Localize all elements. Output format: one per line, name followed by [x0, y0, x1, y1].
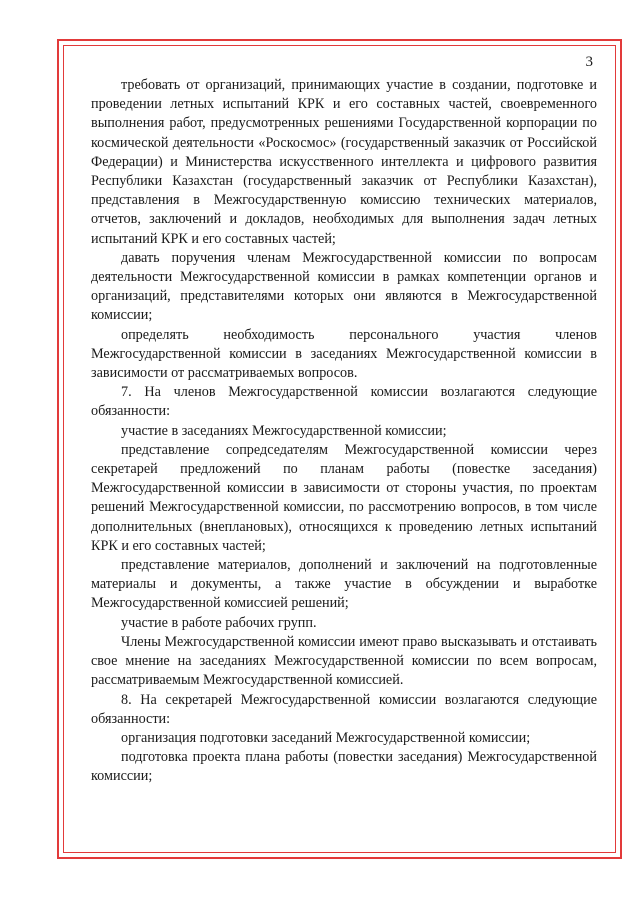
paragraph: давать поручения членам Межгосударственной комиссии по вопросам деятельности Межгосударственной комиссии в рамках компетенции органов и организаций, представителями которых они являются в Межгосударственной комиссии; [91, 249, 597, 324]
paragraph: 8. На секретарей Межгосударственной комиссии возлагаются следующие обязанности: [91, 691, 597, 727]
paragraph: представление материалов, дополнений и заключений на подготовленные материалы и документы, а также участие в обсуждении и выработке Межгосударственной комиссией решений; [91, 557, 597, 612]
paragraph: 7. На членов Межгосударственной комиссии возлагаются следующие обязанности: [91, 384, 597, 420]
paragraph: требовать от организаций, принимающих участие в создании, подготовке и проведении летных испытаний КРК и его составных частей, своевременного выполнения работ, предусмотренных решениями Государственной корпорации по космической деятельности «Роскосмос» (государственный заказчик от Российской Федерации) и Министерства искусственного интеллекта и цифрового развития Республики Казахстан (государственный заказчик от Республики Казахстан), представления в Межгосударственную комиссию технических материалов, отчетов, заключений и докладов, необходимых для выполнения задач летных испытаний КРК и его составных частей; [91, 77, 597, 247]
document-body [91, 76, 597, 787]
paragraph: организация подготовки заседаний Межгосударственной комиссии; [121, 729, 531, 746]
paragraph: участие в работе рабочих групп. [121, 614, 317, 631]
paragraph: представление сопредседателям Межгосударственной комиссии через секретарей предложений по планам работы (повестке заседания) Межгосударственной комиссии в зависимости от стороны участия, по проектам решений Межгосударственной комиссии, по рассмотрению вопросов, в том числе дополнительных (внеплановых), относящихся к проведению летных испытаний КРК и его составных частей; [91, 441, 597, 554]
paragraph: участие в заседаниях Межгосударственной комиссии; [121, 422, 447, 439]
paragraph: определять необходимость персонального участия членов Межгосударственной комиссии в заседаниях Межгосударственной комиссии в зависимости от рассматриваемых вопросов. [91, 326, 597, 382]
paragraph: подготовка проекта плана работы (повестки заседания) Межгосударственной комиссии; [91, 749, 597, 785]
page-number: 3 [585, 54, 593, 70]
paragraph: Члены Межгосударственной комиссии имеют право высказывать и отстаивать свое мнение на заседаниях Межгосударственной комиссии по всем вопросам, рассматриваемым Межгосударственной комиссией. [91, 633, 597, 689]
